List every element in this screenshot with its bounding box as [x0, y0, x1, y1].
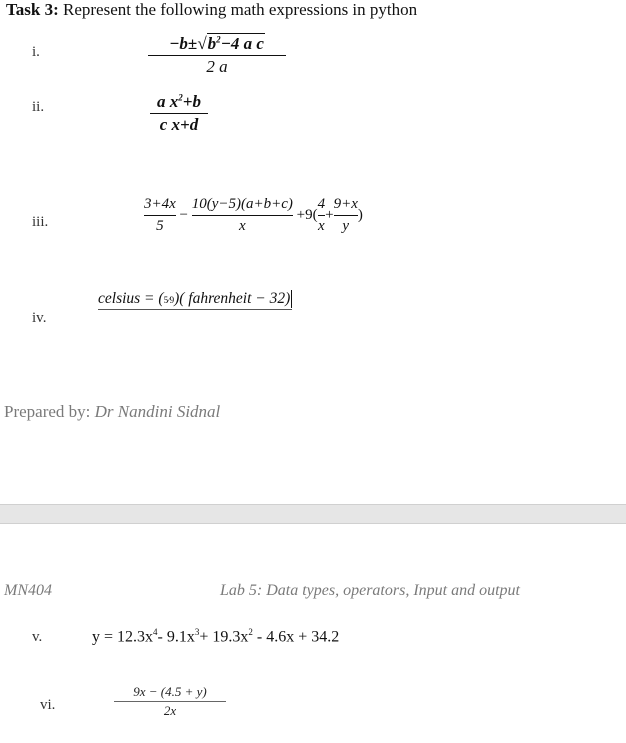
- fraction-bar: [150, 113, 208, 114]
- fraction-4: [334, 196, 358, 235]
- item-number-vi: vi.: [40, 697, 56, 713]
- author-name: Dr Nandini Sidnal: [94, 402, 221, 421]
- fraction-3: [318, 196, 326, 235]
- operator-plus-nine: +9(: [296, 207, 318, 223]
- item-number-ii: ii.: [32, 99, 45, 115]
- minus-b-plus-minus: −b±: [169, 34, 198, 53]
- term-d: - 4.6x + 34.2: [252, 628, 340, 646]
- rational-expression: [150, 92, 208, 135]
- f4-denominator: y: [342, 218, 350, 234]
- course-code: MN404: [4, 582, 52, 599]
- vi-denominator: 2x: [163, 703, 177, 718]
- closing-paren: ): [357, 207, 363, 223]
- f1-denominator: 5: [156, 218, 164, 234]
- term-b: - 9.1x: [157, 628, 195, 646]
- simple-fraction: [114, 684, 226, 719]
- numerator-rest: +b: [182, 92, 201, 111]
- fraction-1: [144, 196, 176, 235]
- page-break-divider: [0, 504, 626, 524]
- task-label: Task 3:: [6, 0, 59, 19]
- f1-numerator: 3+4x: [144, 196, 176, 212]
- vi-numerator: 9x − (4.5 + y): [133, 684, 207, 699]
- numerator-ax: a x: [157, 92, 179, 111]
- quadratic-formula: [148, 34, 286, 77]
- exp-3: 3: [194, 627, 200, 637]
- quadratic-numerator: [148, 34, 286, 54]
- square-root: $√b^2-4$ a c: [197, 34, 264, 53]
- exponent: 2: [178, 92, 183, 103]
- polynomial-expression: [92, 627, 339, 646]
- item-number-iii: iii.: [32, 214, 49, 230]
- quadratic-denominator: 2 a: [206, 57, 228, 76]
- f2-denominator: x: [239, 218, 246, 234]
- item-number-iv: iv.: [32, 310, 47, 326]
- fraction-2: [192, 196, 293, 235]
- term-c: + 19.3x: [199, 628, 249, 646]
- fraction-bar: [148, 55, 286, 56]
- lab-title: Lab 5: Data types, operators, Input and output: [220, 582, 520, 599]
- item-number-i: i.: [32, 44, 40, 60]
- celsius-right: )( fahrenheit − 32): [174, 290, 291, 307]
- rational-numerator: [150, 92, 208, 112]
- exponent: 2: [216, 34, 221, 45]
- text-cursor: [291, 290, 292, 308]
- prepared-by: [4, 402, 220, 422]
- five-ninths: 5⁄9: [163, 295, 175, 305]
- task-title: Represent the following math expressions in python: [63, 0, 418, 19]
- term-a: y = 12.3x: [92, 628, 154, 646]
- task-heading: [6, 0, 417, 20]
- celsius-left: celsius = (: [98, 290, 164, 307]
- item-number-v: v.: [32, 629, 43, 645]
- operator-plus: +: [325, 207, 334, 223]
- operator-minus: −: [179, 207, 188, 223]
- f2-numerator: 10(y−5)(a+b+c): [191, 196, 293, 212]
- f3-numerator: 4: [317, 196, 326, 212]
- exp-4: 4: [153, 627, 158, 637]
- f3-denominator: x: [318, 218, 325, 234]
- exp-2: 2: [248, 627, 253, 637]
- radicand-b: b: [207, 34, 217, 53]
- prepared-label: Prepared by:: [4, 402, 95, 421]
- celsius-expression[interactable]: [98, 290, 292, 310]
- f4-numerator: 9+x: [333, 196, 358, 212]
- compound-expression: [144, 196, 363, 235]
- radicand-rest: −4 a c: [220, 34, 264, 53]
- rational-denominator: c x+d: [159, 115, 199, 134]
